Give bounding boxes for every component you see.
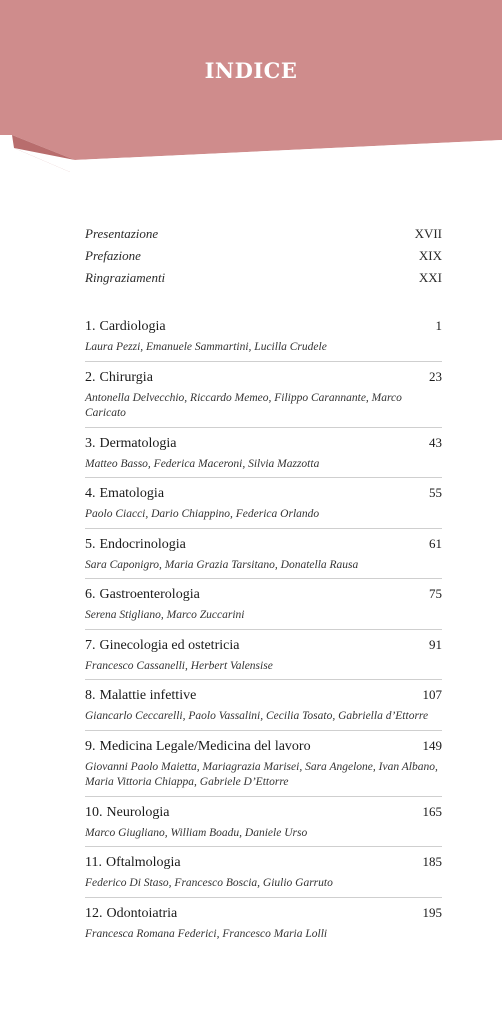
chapter-authors: Francesca Romana Federici, Francesco Maria Lolli	[85, 927, 328, 940]
front-matter-row[interactable]	[85, 248, 442, 270]
chapter-entry[interactable]	[85, 579, 442, 630]
chapter-title: Malattie infettive	[99, 688, 197, 703]
chapter-page: 55	[429, 485, 442, 500]
chapter-entry[interactable]	[85, 797, 442, 848]
chapter-page: 149	[422, 737, 442, 753]
chapter-authors: Sara Caponigro, Maria Grazia Tarsitano, Donatella Rausa	[85, 558, 359, 571]
chapter-page: 1	[435, 318, 442, 333]
chapter-entry[interactable]	[85, 898, 442, 948]
chapter-number: 1.	[85, 319, 96, 334]
chapter-title: Ginecologia ed ostetricia	[99, 637, 240, 653]
chapter-list	[85, 318, 442, 947]
chapter-authors: Giancarlo Ceccarelli, Paolo Vassalini, Cecilia Tosato, Gabriella d’Ettorre	[85, 710, 429, 722]
chapter-number: 4.	[85, 486, 96, 501]
chapter-title: Neurologia	[106, 804, 170, 820]
chapter-entry[interactable]	[85, 847, 442, 898]
chapter-page: 91	[429, 636, 442, 652]
chapter-title: Chirurgia	[99, 369, 153, 385]
front-matter-page: XXI	[418, 270, 442, 285]
chapter-entry[interactable]	[85, 731, 442, 797]
chapter-title: Gastroenterologia	[99, 587, 200, 602]
chapter-authors: Marco Giugliano, William Boadu, Daniele Urso	[85, 826, 308, 839]
chapter-authors: Federico Di Staso, Francesco Boscia, Giulio Garruto	[85, 877, 333, 889]
chapter-authors: Laura Pezzi, Emanuele Sammartini, Lucilla Crudele	[85, 341, 327, 353]
chapter-page: 61	[429, 535, 442, 551]
chapter-title: Ematologia	[99, 486, 165, 501]
chapter-title: Medicina Legale/Medicina del lavoro	[99, 738, 311, 754]
chapter-authors: Serena Stigliano, Marco Zuccarini	[85, 609, 245, 621]
chapter-authors: Paolo Ciacci, Dario Chiappino, Federica Orlando	[85, 508, 320, 520]
chapter-number: 12.	[85, 905, 103, 921]
chapter-title: Dermatologia	[99, 435, 177, 451]
chapter-authors: Francesco Cassanelli, Herbert Valensise	[85, 659, 273, 672]
chapter-page: 107	[422, 687, 442, 702]
table-of-contents	[85, 226, 442, 947]
chapter-entry[interactable]	[85, 318, 442, 362]
chapter-entry[interactable]	[85, 680, 442, 731]
chapter-page: 23	[429, 368, 442, 384]
chapter-entry[interactable]	[85, 362, 442, 428]
chapter-title: Odontoiatria	[106, 905, 178, 921]
chapter-number: 10.	[85, 804, 103, 820]
front-matter-label: Ringraziamenti	[85, 270, 166, 285]
chapter-entry[interactable]	[85, 630, 442, 681]
chapter-entry[interactable]	[85, 478, 442, 529]
chapter-number: 5.	[85, 536, 96, 552]
chapter-title: Cardiologia	[99, 319, 166, 334]
header-background	[0, 0, 502, 175]
chapter-number: 11.	[85, 855, 102, 870]
chapter-page: 185	[422, 854, 442, 869]
chapter-authors: Giovanni Paolo Maietta, Mariagrazia Marisei, Sara Angelone, Ivan Albano, Maria Vittoria Chiappa, Gabriele D’Ettorre	[85, 760, 438, 788]
chapter-page: 43	[429, 434, 442, 450]
chapter-number: 9.	[85, 738, 96, 754]
chapter-page: 165	[422, 803, 442, 819]
front-matter-row[interactable]	[85, 226, 442, 248]
chapter-title: Oftalmologia	[105, 855, 181, 870]
chapter-authors: Matteo Basso, Federica Maceroni, Silvia Mazzotta	[85, 457, 320, 470]
front-matter-label: Prefazione	[85, 248, 141, 263]
chapter-page: 75	[429, 586, 442, 601]
chapter-number: 2.	[85, 369, 96, 385]
chapter-number: 8.	[85, 688, 96, 703]
front-matter-page: XIX	[418, 248, 442, 263]
page-title: INDICE	[204, 58, 298, 83]
front-matter-label: Presentazione	[85, 226, 159, 241]
chapter-entry[interactable]	[85, 529, 442, 580]
chapter-number: 7.	[85, 637, 96, 653]
chapter-page: 195	[422, 904, 442, 920]
chapter-authors: Antonella Delvecchio, Riccardo Memeo, Filippo Carannante, Marco Caricato	[85, 391, 402, 419]
front-matter-page: XVII	[414, 226, 442, 241]
header-banner	[0, 0, 502, 175]
chapter-title: Endocrinologia	[99, 536, 186, 552]
front-matter-list	[85, 226, 442, 292]
front-matter-row[interactable]	[85, 270, 442, 292]
chapter-number: 3.	[85, 435, 96, 451]
chapter-number: 6.	[85, 587, 96, 602]
chapter-entry[interactable]	[85, 428, 442, 479]
